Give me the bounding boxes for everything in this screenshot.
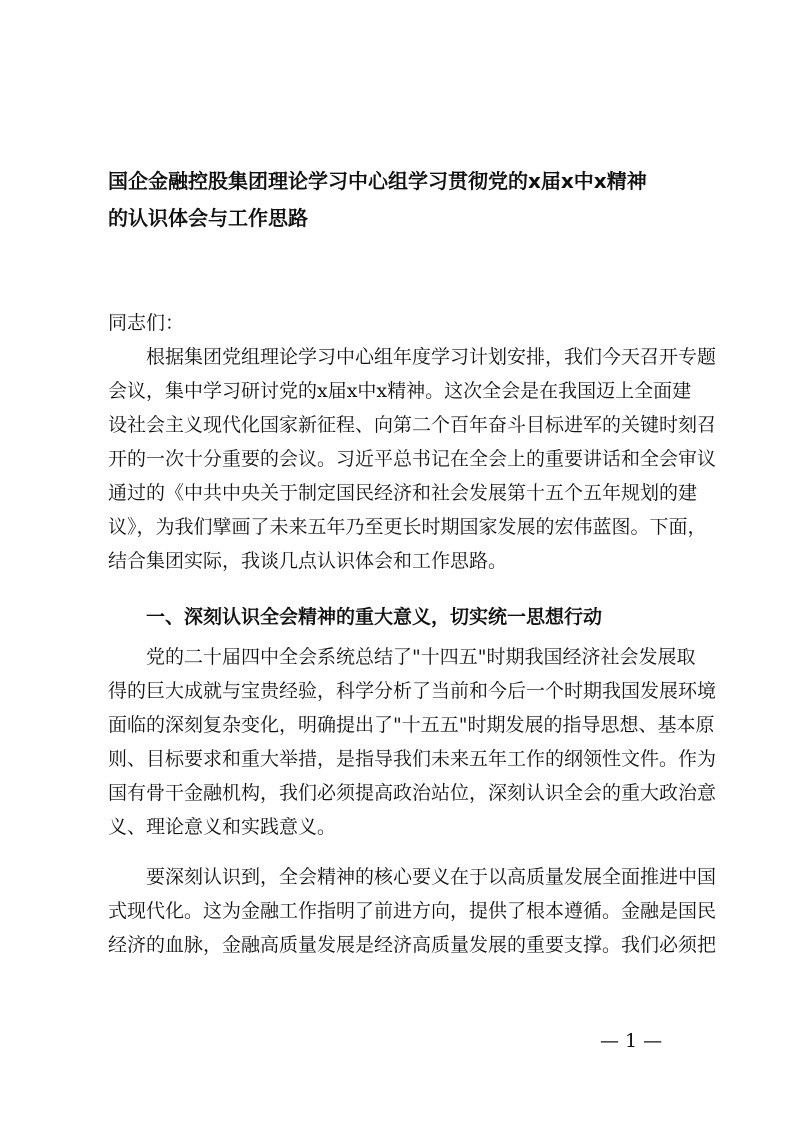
text-line: 会议，集中学习研讨党的x届x中x精神。这次全会是在我国迈上全面建 xyxy=(108,380,692,402)
text-line: 得的巨大成就与宝贵经验，科学分析了当前和今后一个时期我国发展环境 xyxy=(108,680,717,702)
greeting xyxy=(108,306,688,340)
title-line: 的认识体会与工作思路 xyxy=(108,206,308,230)
text-line: 通过的《中共中央关于制定国民经济和社会发展第十五个五年规划的建 xyxy=(108,482,698,504)
greeting-text: 同志们： xyxy=(108,312,185,334)
paragraph-section1-b xyxy=(108,860,717,962)
text-line: 设社会主义现代化国家新征程、向第二个百年奋斗目标进军的关键时刻召 xyxy=(108,414,717,436)
text-line: 开的一次十分重要的会议。习近平总书记在全会上的重要讲话和全会审议 xyxy=(108,448,717,470)
text-line: 结合集团实际，我谈几点认识体会和工作思路。 xyxy=(108,550,508,572)
text-line: 义、理论意义和实践意义。 xyxy=(108,816,337,838)
section-heading-1: 一、深刻认识全会精神的重大意义，切实统一思想行动 xyxy=(108,606,603,628)
document-title xyxy=(108,163,698,237)
text-line: 根据集团党组理论学习中心组年度学习计划安排，我们今天召开专题 xyxy=(108,346,717,368)
text-line: 式现代化。这为金融工作指明了前进方向，提供了根本遵循。金融是国民 xyxy=(108,900,717,922)
text-line: 面临的深刻复杂变化，明确提出了"十五五"时期发展的指导思想、基本原 xyxy=(108,714,715,736)
text-line: 党的二十届四中全会系统总结了"十四五"时期我国经济社会发展取 xyxy=(108,646,696,668)
paragraph-intro xyxy=(108,340,717,578)
text-line: 国有骨干金融机构，我们必须提高政治站位，深刻认识全会的重大政治意 xyxy=(108,782,717,804)
text-line: 议》，为我们擘画了未来五年乃至更长时期国家发展的宏伟蓝图。下面， xyxy=(108,516,707,538)
text-line: 则、目标要求和重大举措，是指导我们未来五年工作的纲领性文件。作为 xyxy=(108,748,717,770)
paragraph-section1-a xyxy=(108,640,717,844)
text-line: 经济的血脉，金融高质量发展是经济高质量发展的重要支撑。我们必须把 xyxy=(108,934,717,956)
page-number: — 1 — xyxy=(600,1030,663,1052)
text-line: 要深刻认识到，全会精神的核心要义在于以高质量发展全面推进中国 xyxy=(108,866,717,888)
title-line: 国企金融控股集团理论学习中心组学习贯彻党的x届x中x精神 xyxy=(108,169,647,193)
